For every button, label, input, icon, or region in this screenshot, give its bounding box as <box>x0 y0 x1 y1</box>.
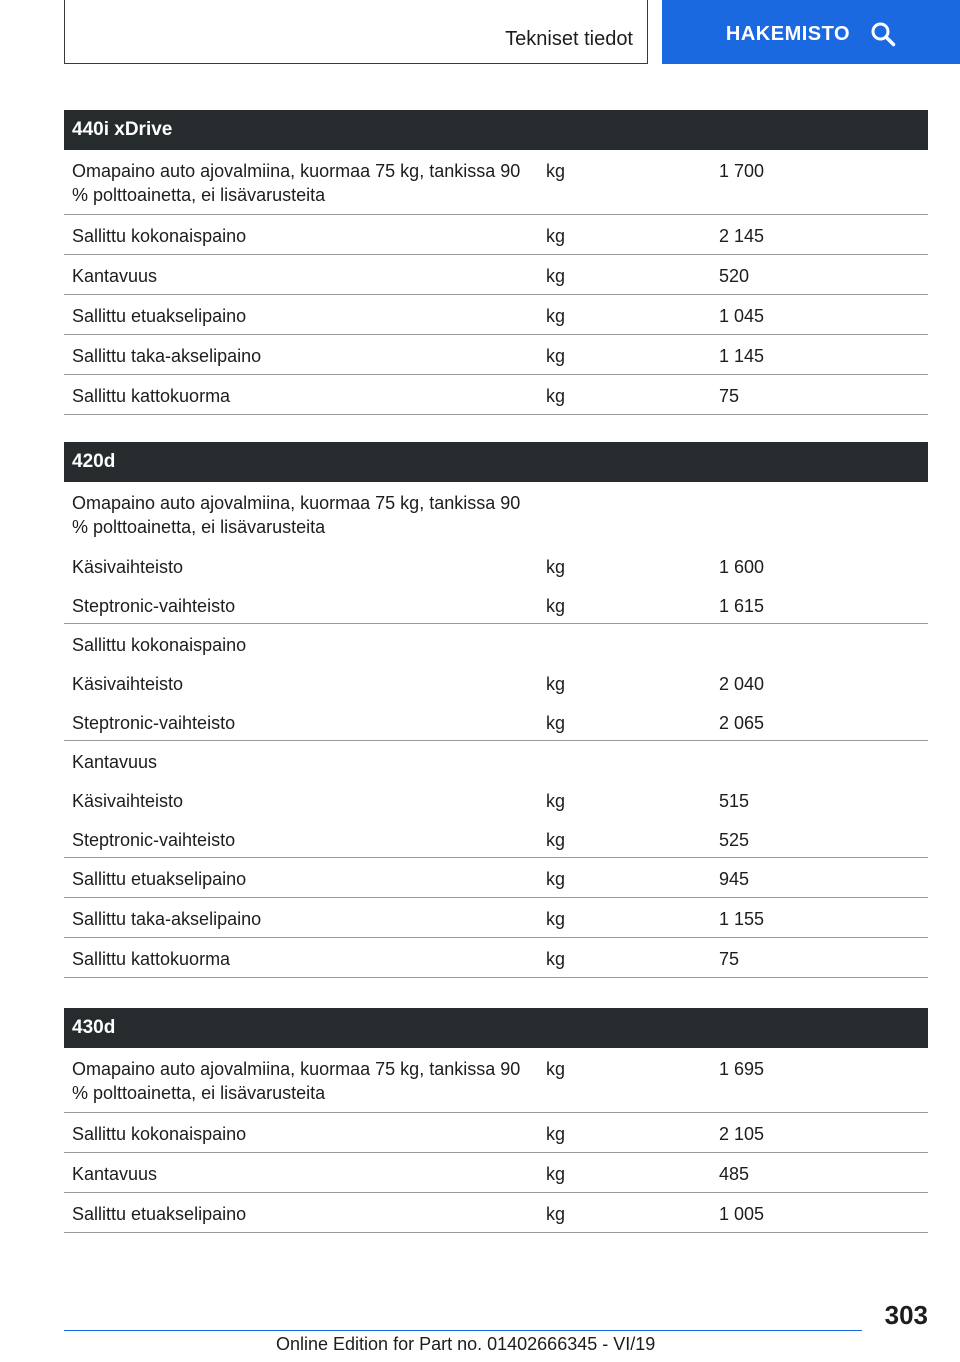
table-title: 430d <box>64 1008 928 1048</box>
row-label: Steptronic-vaihteisto <box>72 596 236 616</box>
row-value: 1 145 <box>719 346 765 366</box>
row-value: 1 045 <box>719 306 765 326</box>
row-unit: kg <box>546 346 566 366</box>
row-label: Omapaino auto ajovalmiina, kuormaa 75 kg, tankissa 90 % polttoainetta, ei lisävarusteita <box>72 161 521 205</box>
row-label: Sallittu kattokuorma <box>72 949 231 969</box>
row-label: Kantavuus <box>72 752 158 772</box>
row-label: Steptronic-vaihteisto <box>72 713 236 733</box>
row-value: 2 145 <box>719 226 765 246</box>
row-unit: kg <box>546 557 566 577</box>
table-row <box>64 663 928 702</box>
table-row <box>64 546 928 585</box>
row-unit: kg <box>546 949 566 969</box>
row-label: Omapaino auto ajovalmiina, kuormaa 75 kg, tankissa 90 % polttoainetta, ei lisävarusteita <box>72 1059 521 1103</box>
row-unit: kg <box>546 1164 566 1184</box>
table-title: 440i xDrive <box>64 110 928 150</box>
row-label: Sallittu kattokuorma <box>72 386 231 406</box>
row-unit: kg <box>546 161 566 181</box>
row-label: Kantavuus <box>72 266 158 286</box>
row-unit: kg <box>546 1124 566 1144</box>
row-unit: kg <box>546 713 566 733</box>
spec-table-420d <box>64 442 928 978</box>
table-row <box>64 255 928 295</box>
row-label: Sallittu etuakselipaino <box>72 1204 247 1224</box>
row-unit: kg <box>546 266 566 286</box>
table-row <box>64 741 928 780</box>
row-label: Omapaino auto ajovalmiina, kuormaa 75 kg, tankissa 90 % polttoainetta, ei lisävarusteita <box>72 493 521 537</box>
table-row <box>64 624 928 663</box>
row-unit: kg <box>546 226 566 246</box>
row-label: Käsivaihteisto <box>72 791 184 811</box>
row-value: 485 <box>719 1164 750 1184</box>
row-value: 2 105 <box>719 1124 765 1144</box>
row-unit: kg <box>546 674 566 694</box>
table-row <box>64 585 928 624</box>
row-value: 515 <box>719 791 750 811</box>
row-value: 1 695 <box>719 1059 765 1079</box>
table-row <box>64 375 928 415</box>
spec-table-440i <box>64 110 928 415</box>
row-label: Käsivaihteisto <box>72 674 184 694</box>
row-unit: kg <box>546 791 566 811</box>
table-row <box>64 938 928 978</box>
edition-note: Online Edition for Part no. 01402666345 - VI/19 <box>276 1334 656 1354</box>
row-value: 1 700 <box>719 161 765 181</box>
row-label: Sallittu taka-akselipaino <box>72 346 262 366</box>
index-button[interactable] <box>662 0 960 64</box>
table-row <box>64 1048 928 1113</box>
row-label: Sallittu kokonaispaino <box>72 226 247 246</box>
row-label: Sallittu etuakselipaino <box>72 869 247 889</box>
row-label: Käsivaihteisto <box>72 557 184 577</box>
table-row <box>64 335 928 375</box>
row-unit: kg <box>546 1059 566 1079</box>
table-row <box>64 1193 928 1233</box>
search-icon <box>870 21 896 47</box>
row-value: 75 <box>719 386 740 406</box>
row-unit: kg <box>546 306 566 326</box>
spec-table-430d <box>64 1008 928 1233</box>
row-value: 525 <box>719 830 750 850</box>
row-value: 2 065 <box>719 713 765 733</box>
row-value: 1 615 <box>719 596 765 616</box>
row-value: 1 005 <box>719 1204 765 1224</box>
row-unit: kg <box>546 596 566 616</box>
table-title: 420d <box>64 442 928 482</box>
row-unit: kg <box>546 1204 566 1224</box>
row-unit: kg <box>546 830 566 850</box>
row-unit: kg <box>546 386 566 406</box>
table-row <box>64 898 928 938</box>
section-title: Tekniset tiedot <box>505 28 633 50</box>
table-row <box>64 1153 928 1193</box>
table-row <box>64 780 928 819</box>
row-label: Sallittu kokonaispaino <box>72 635 247 655</box>
row-unit: kg <box>546 909 566 929</box>
row-label: Sallittu kokonaispaino <box>72 1124 247 1144</box>
table-row <box>64 150 928 215</box>
table-row <box>64 215 928 255</box>
row-value: 520 <box>719 266 750 286</box>
table-row <box>64 819 928 858</box>
row-label: Sallittu etuakselipaino <box>72 306 247 326</box>
row-unit: kg <box>546 869 566 889</box>
page-number: 303 <box>884 1300 928 1330</box>
table-row <box>64 858 928 898</box>
row-value: 1 155 <box>719 909 765 929</box>
row-value: 75 <box>719 949 740 969</box>
table-row <box>64 1113 928 1153</box>
index-button-label: HAKEMISTO <box>725 22 851 45</box>
header-section-box <box>64 0 648 64</box>
footer-divider <box>64 1330 862 1331</box>
table-row <box>64 482 928 546</box>
table-row <box>64 702 928 741</box>
row-value: 945 <box>719 869 750 889</box>
row-value: 2 040 <box>719 674 765 694</box>
row-value: 1 600 <box>719 557 765 577</box>
row-label: Kantavuus <box>72 1164 158 1184</box>
row-label: Steptronic-vaihteisto <box>72 830 236 850</box>
table-row <box>64 295 928 335</box>
row-label: Sallittu taka-akselipaino <box>72 909 262 929</box>
